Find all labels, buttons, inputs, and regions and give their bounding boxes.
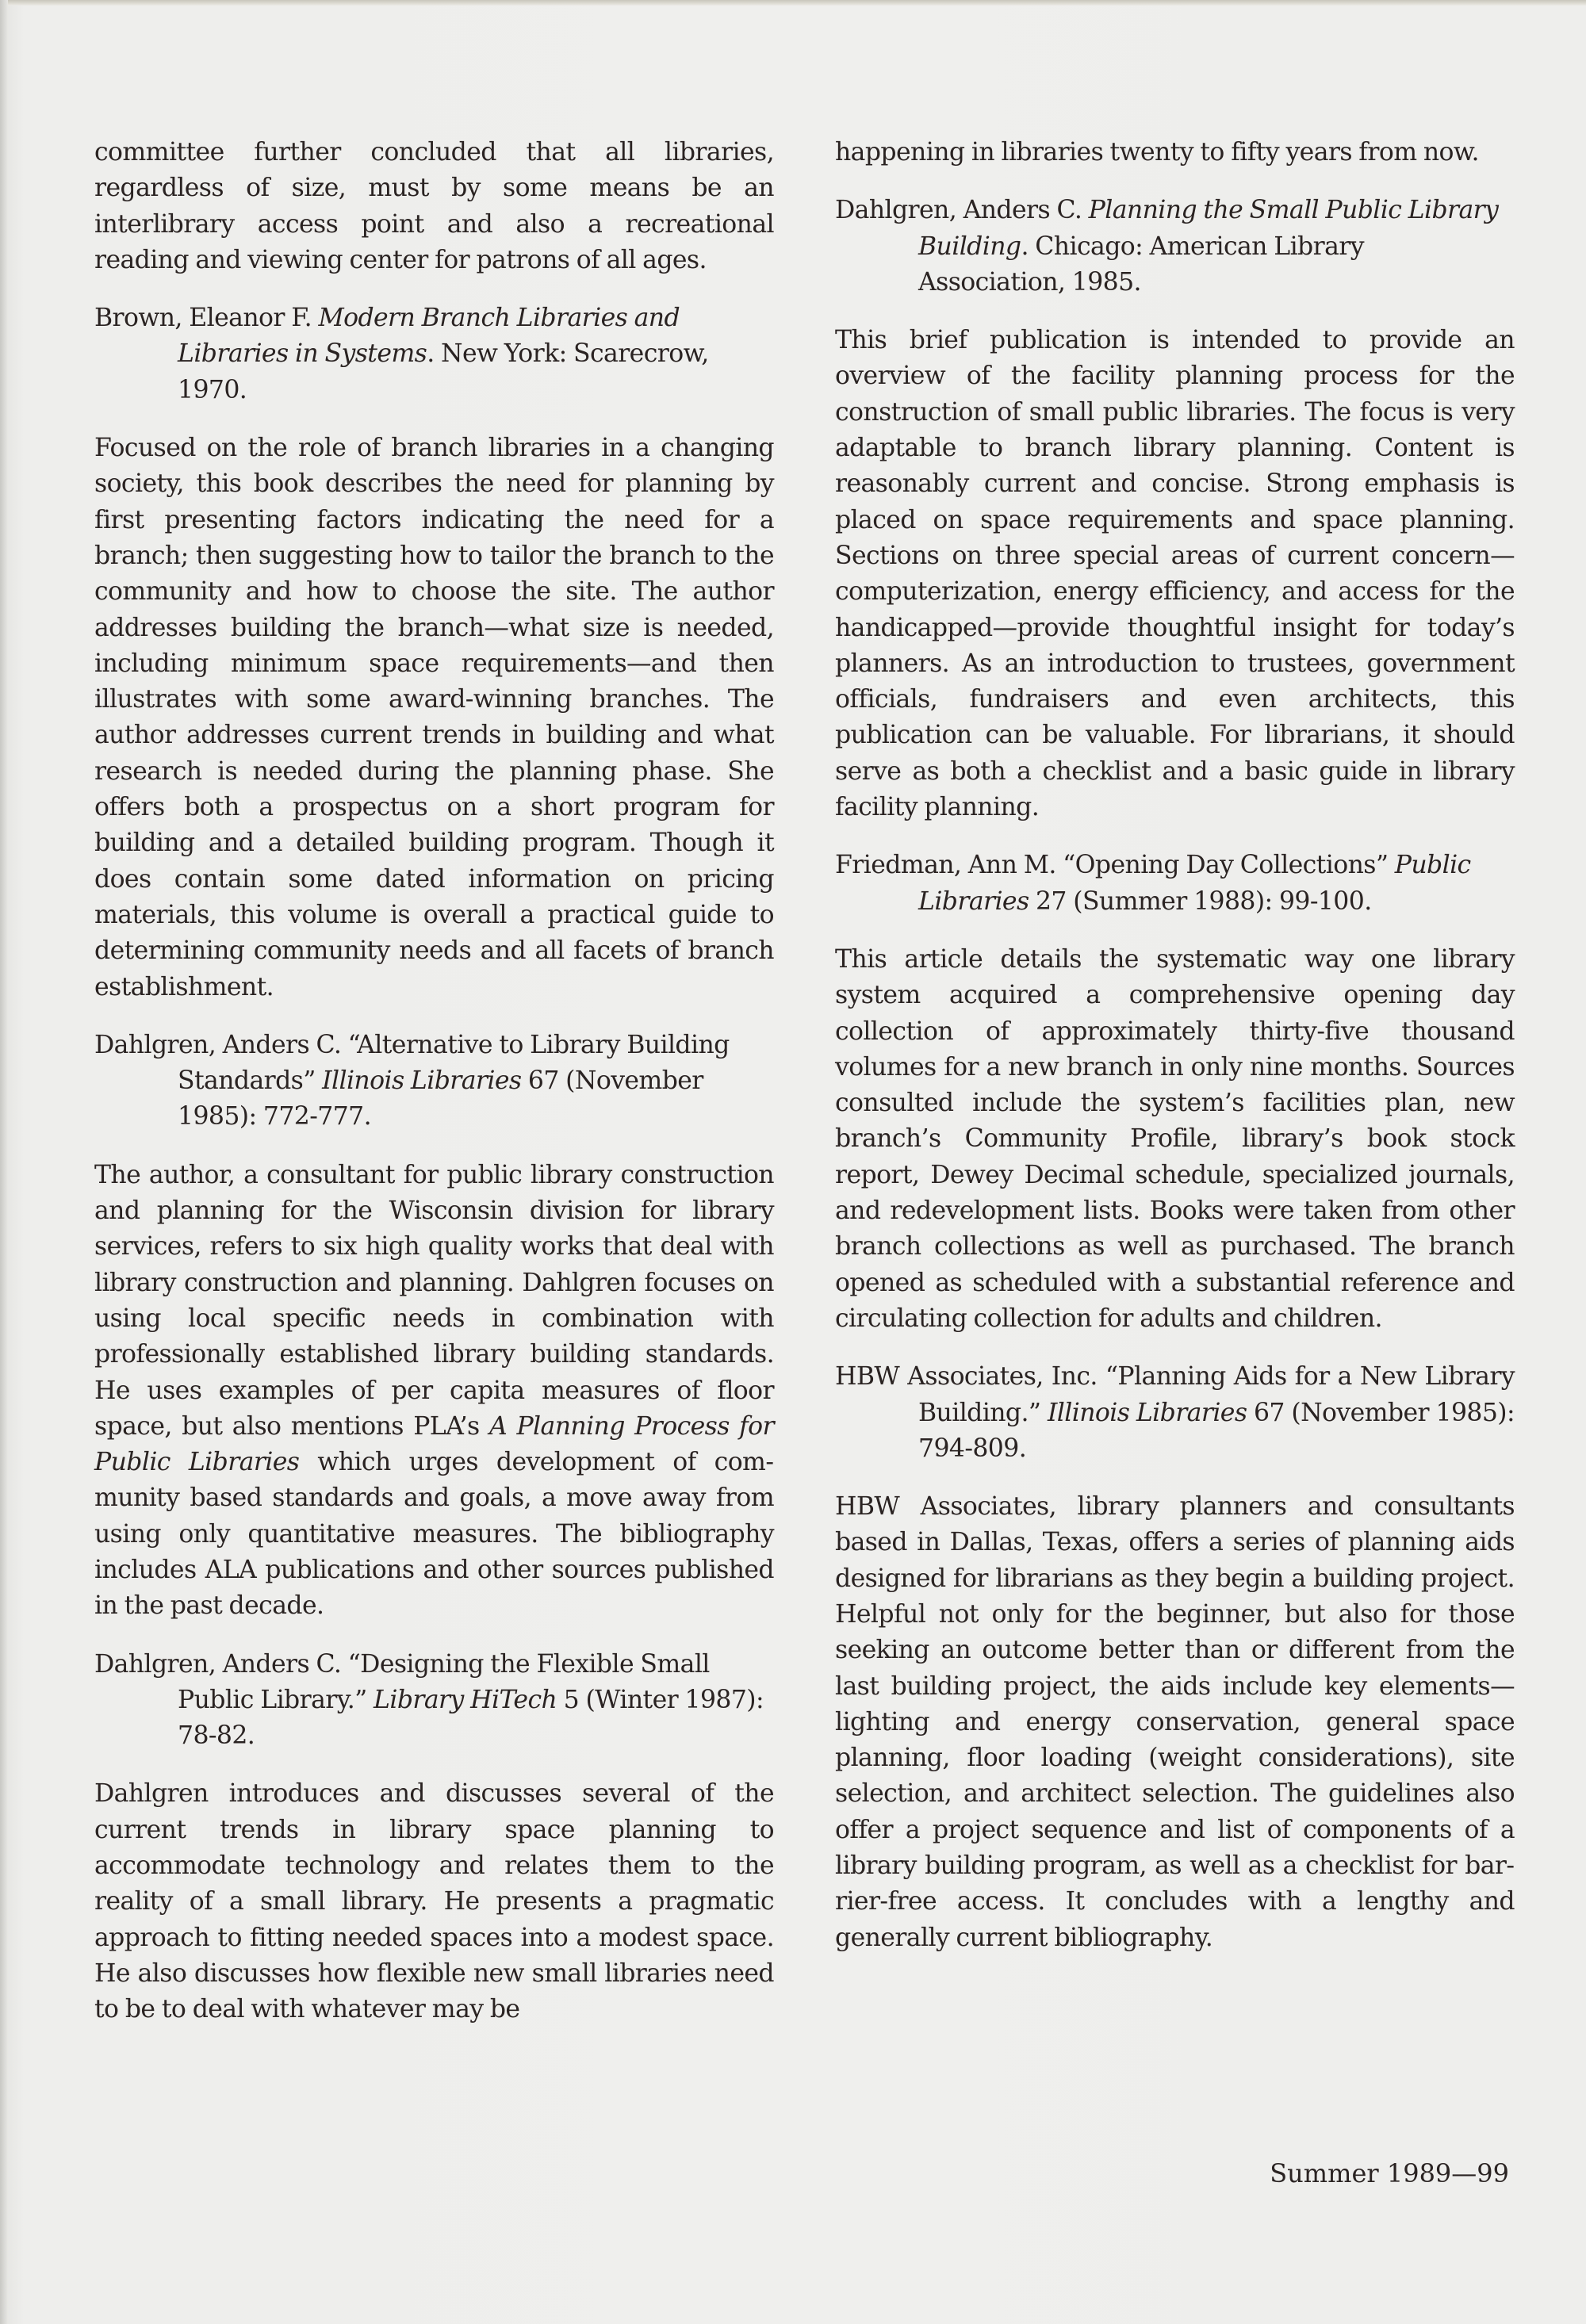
annotation-dahlgren-flexible: Dahlgren introduces and discusses several of the current trends in library space planning to accommodate technology and relates them to the reality of a small library. He presents a pragmatic approach to fitting needed spaces into a modest space. He also discusses how flexible new small libraries need to be to deal with whatever may be [94, 1779, 774, 2024]
annotation-dahlgren-alternative [94, 1158, 774, 1625]
right-column [835, 135, 1515, 1978]
page-top-edge [0, 0, 1586, 6]
citation-author: Dahlgren, Anders C. “Alternative to Library Building Standards” [94, 1030, 730, 1096]
annotation-continuation: happening in libraries twenty to fifty years from now. [835, 138, 1479, 167]
citation-dahlgren-planning [835, 193, 1515, 301]
annotation-hbw: HBW Associates, library planners and consultants based in Dallas, Texas, offers a series of planning aids designed for librarians as they begin a building project. Helpful not only for the beginner, but also for those seeking an outcome better than or different from the last building project, the aids include key elements—lighting and energy conservation, general space planning, floor loading (weight considerations), site selection, and architect selection. The guidelines also offer a project sequence and list of components of a library building program, as well as a checklist for barrier-free access. It concludes with a lengthy and generally current bibliography. [835, 1492, 1515, 1952]
citation-author: Dahlgren, Anders C. “Designing the Flexible Small Public Library.” [94, 1649, 710, 1714]
citation-journal: Illinois Libraries [322, 1066, 522, 1096]
citation-journal: Public Libraries [918, 851, 1471, 916]
citation-details: 67 (November 1985): 772-777. [178, 1066, 703, 1131]
citation-brown [94, 301, 774, 408]
citation-author: Dahlgren, Anders C. [835, 196, 1089, 225]
citation-author: Brown, Eleanor F. [94, 304, 319, 333]
left-column [94, 135, 774, 2050]
citation-title: Planning the Small Public Library Building [918, 196, 1499, 261]
citation-details: 67 (November 1985): 794-809. [918, 1398, 1515, 1463]
citation-details: 5 (Winter 1987): 78-82. [178, 1685, 764, 1751]
citation-friedman [835, 848, 1515, 920]
citation-hbw [835, 1359, 1515, 1467]
annotation-dahlgren-planning: This brief publication is intended to provide an overview of the facility planning process for the construction of small public libraries. The focus is very adaptable to branch library planning. Content is reasonably current and concise. Strong emphasis is placed on space requirements and space planning. Sections on three special areas of current concern—computerization, energy efficiency, and access for the handicapped—provide thoughtful insight for today’s planners. As an introduction to trustees, government officials, fundraisers and even architects, this publication can be valuable. For librarians, it should serve as both a checklist and a basic guide in library facility planning. [835, 326, 1515, 822]
citation-dahlgren-flexible [94, 1647, 774, 1755]
page-gutter-shadow [0, 0, 8, 2324]
annotation-text: The author, a consultant for public library construction and planning for the Wisconsin division for library services, refers to six high quality works that deal with library construction and planning. Dahlgren focuses on using local specific needs in combination with professionally established library building standards. He uses examples of per capita measures of floor space, but also mentions PLA’s [94, 1160, 774, 1441]
annotation-italic-title: A Planning Process for Public Libraries [94, 1411, 775, 1477]
annotation-brown: Focused on the role of branch libraries in a changing society, this book describes the need for planning by first presenting factors indicating the need for a branch; then suggesting how to tailor the branch to the community and how to choose the site. The author addresses building the branch—what size is needed, including minimum space requirements—and then illustrates with some award-winning branches. The author addresses current trends in building and what research is needed during the planning phase. She offers both a prospectus on a short program for building and a detailed building program. Though it does contain some dated information on pricing materials, this volume is overall a practical guide to determining community needs and all facets of branch establishment. [94, 434, 774, 1001]
citation-journal: Illinois Libraries [1047, 1398, 1247, 1427]
citation-journal: Library HiTech [374, 1685, 557, 1714]
citation-dahlgren-alternative [94, 1028, 774, 1135]
annotation-continuation: committee further concluded that all libraries, regardless of size, must by some means be an interlibrary access point and also a recreational reading and viewing center for patrons of all ages. [94, 138, 774, 274]
citation-author: HBW Associates, Inc. “Planning Aids for a New Library Building.” [835, 1362, 1515, 1427]
citation-details: . Chicago: American Library Association, 1985. [918, 232, 1364, 297]
annotation-friedman: This article details the systematic way one library system acquired a comprehensive opening day collection of approximately thirty-five thousand volumes for a new branch in only nine months. Sources consulted include the system’s facilities plan, new branch’s Community Profile, library’s book stock report, Dewey Decimal schedule, specialized journals, and redevelopment lists. Books were taken from other branch collections as well as purchased. The branch opened as scheduled with a substantial reference and circulating collection for adults and children. [835, 944, 1515, 1333]
citation-author: Friedman, Ann M. “Opening Day Collections” [835, 851, 1395, 880]
citation-details: 27 (Summer 1988): 99-100. [1029, 886, 1372, 916]
page-folio: Summer 1989—99 [1270, 2158, 1509, 2188]
annotation-text: which urges development of community based standards and goals, a move away from using only quantitative measures. The bibliography includes ALA publications and other sources published in the past decade. [94, 1448, 774, 1621]
citation-details: . New York: Scarecrow, 1970. [178, 339, 709, 404]
citation-title: Modern Branch Libraries and Libraries in Systems [178, 304, 680, 369]
